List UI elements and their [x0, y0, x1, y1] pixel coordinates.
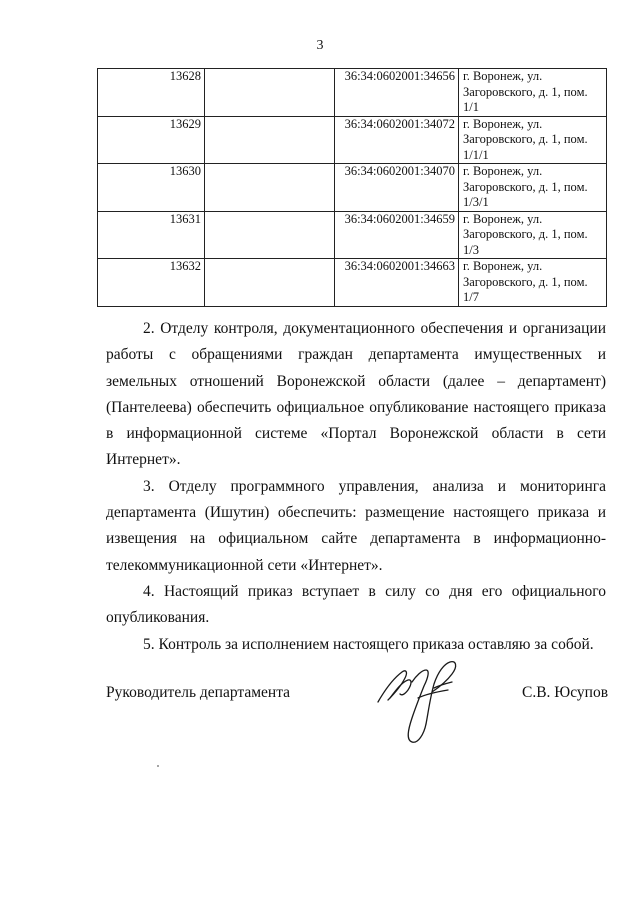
table-row — [98, 164, 607, 212]
signatory-role: Руководитель департамента — [106, 684, 291, 701]
address-cell — [459, 69, 607, 117]
row-number-cell: 13628 — [98, 69, 205, 117]
address-line: г. Воронеж, ул. — [463, 69, 543, 83]
cadastral-number-cell: 36:34:0602001:34070 — [335, 164, 459, 212]
cadastral-number-cell: 36:34:0602001:34663 — [335, 259, 459, 307]
address-line: г. Воронеж, ул. — [463, 211, 543, 226]
row-number-cell: 13629 — [98, 116, 205, 164]
table-row — [98, 69, 607, 117]
address-line: г. Воронеж, ул. — [463, 116, 543, 131]
empty-cell — [205, 164, 335, 212]
address-cell — [459, 211, 607, 259]
address-line: Загоровского, д. 1, пом. — [463, 132, 588, 146]
row-number-cell: 13631 — [98, 211, 205, 259]
address-line: Загоровского, д. 1, пом. — [463, 179, 588, 194]
address-line: Загоровского, д. 1, пом. — [463, 84, 588, 99]
empty-cell — [205, 69, 335, 117]
paragraph-2: 2. Отделу контроля, документационного обеспечения и организации работы с обращениями граждан департамента имущественных и земельных отношений Воронежской области (далее – департамент) (Пантелеева) обеспечить официальное опубликование настоящего приказа в информационной системе «Портал Воронежской области в сети Интернет». — [106, 320, 606, 469]
address-line: 1/1/1 — [463, 147, 489, 162]
address-line: 1/3 — [463, 242, 479, 257]
table-row — [98, 259, 607, 307]
address-cell — [459, 116, 607, 164]
row-number-cell: 13632 — [98, 259, 205, 307]
paragraph-3: 3. Отделу программного управления, анализа и мониторинга департамента (Ишутин) обеспечить: размещение настоящего приказа и извещения на официальном сайте департамента в информационно-телекоммуникационной сети «Интернет». — [106, 477, 606, 574]
address-line: 1/3/1 — [463, 195, 489, 209]
address-line: Загоровского, д. 1, пом. — [463, 227, 588, 241]
empty-cell — [205, 116, 335, 164]
paragraph-5: 5. Контроль за исполнением настоящего приказа оставляю за собой. — [143, 635, 594, 653]
address-line: 1/7 — [463, 290, 479, 304]
signatory-name: С.В. Юсупов — [522, 684, 609, 701]
address-line: Загоровского, д. 1, пом. — [463, 274, 588, 289]
table-row — [98, 116, 607, 164]
empty-cell — [205, 211, 335, 259]
page-number: 3 — [316, 38, 324, 53]
row-number-cell: 13630 — [98, 164, 205, 212]
scan-artifact-dot — [157, 765, 159, 767]
order-text — [106, 316, 606, 658]
address-cell — [459, 259, 607, 307]
property-table — [97, 68, 607, 307]
address-line: 1/1 — [463, 100, 479, 114]
property-table-body — [98, 69, 607, 307]
paragraph-4: 4. Настоящий приказ вступает в силу со дня его официального опубликования. — [106, 582, 606, 627]
address-cell — [459, 164, 607, 212]
address-line: г. Воронеж, ул. — [463, 259, 543, 273]
address-line: г. Воронеж, ул. — [463, 164, 543, 178]
cadastral-number-cell: 36:34:0602001:34072 — [335, 116, 459, 164]
cadastral-number-cell: 36:34:0602001:34656 — [335, 69, 459, 117]
handwritten-signature — [372, 658, 468, 750]
cadastral-number-cell: 36:34:0602001:34659 — [335, 211, 459, 259]
table-row — [98, 211, 607, 259]
empty-cell — [205, 259, 335, 307]
